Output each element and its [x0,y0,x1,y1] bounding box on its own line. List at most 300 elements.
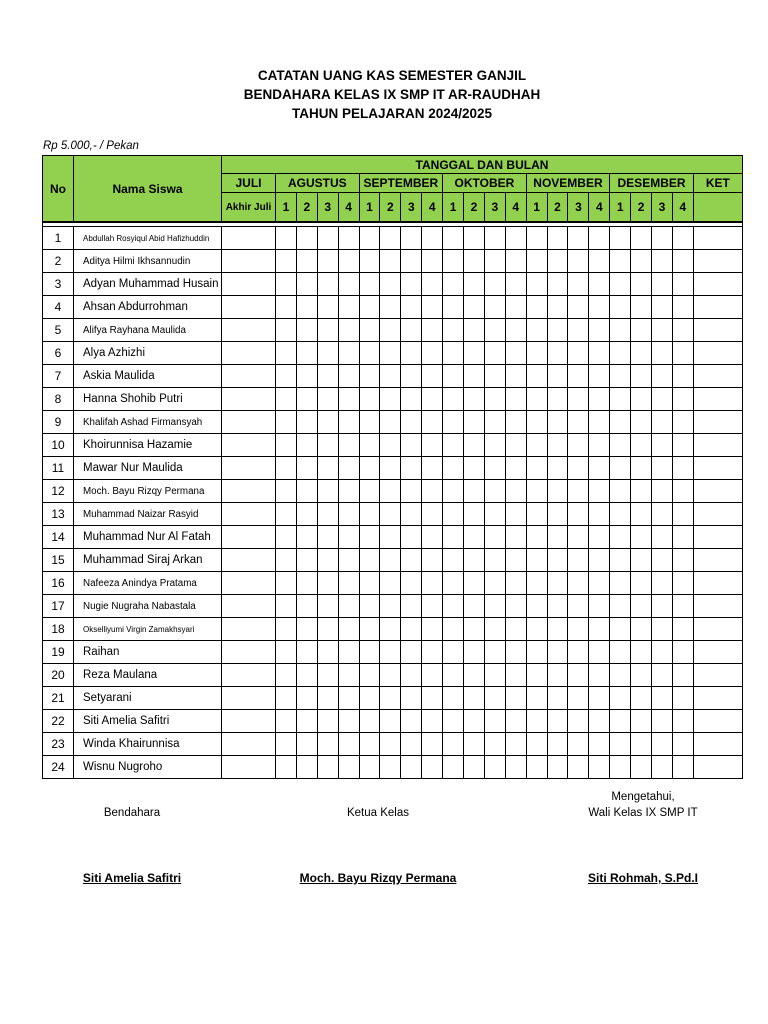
payment-cell[interactable] [401,250,422,273]
payment-cell[interactable] [380,342,401,365]
payment-cell[interactable] [296,526,317,549]
payment-cell[interactable] [276,411,297,434]
payment-cell[interactable] [222,365,276,388]
payment-cell[interactable] [484,687,505,710]
payment-cell[interactable] [443,296,464,319]
payment-cell[interactable] [505,365,526,388]
payment-cell[interactable] [422,296,443,319]
payment-cell[interactable] [317,503,338,526]
payment-cell[interactable] [672,664,693,687]
payment-cell[interactable] [422,250,443,273]
payment-cell[interactable] [380,664,401,687]
payment-cell[interactable] [422,664,443,687]
payment-cell[interactable] [443,595,464,618]
payment-cell[interactable] [222,388,276,411]
payment-cell[interactable] [222,457,276,480]
payment-cell[interactable] [631,618,652,641]
payment-cell[interactable] [359,365,380,388]
payment-cell[interactable] [401,388,422,411]
payment-cell[interactable] [359,503,380,526]
payment-cell[interactable] [505,572,526,595]
payment-cell[interactable] [547,549,568,572]
payment-cell[interactable] [338,411,359,434]
payment-cell[interactable] [222,641,276,664]
payment-cell[interactable] [296,595,317,618]
payment-cell[interactable] [568,319,589,342]
ket-cell[interactable] [693,687,742,710]
payment-cell[interactable] [484,572,505,595]
payment-cell[interactable] [276,572,297,595]
payment-cell[interactable] [443,250,464,273]
payment-cell[interactable] [631,503,652,526]
payment-cell[interactable] [443,710,464,733]
payment-cell[interactable] [484,411,505,434]
ket-cell[interactable] [693,342,742,365]
payment-cell[interactable] [484,641,505,664]
payment-cell[interactable] [589,756,610,779]
payment-cell[interactable] [589,641,610,664]
payment-cell[interactable] [526,319,547,342]
payment-cell[interactable] [610,273,631,296]
payment-cell[interactable] [317,296,338,319]
payment-cell[interactable] [338,434,359,457]
payment-cell[interactable] [443,687,464,710]
payment-cell[interactable] [222,595,276,618]
payment-cell[interactable] [338,687,359,710]
payment-cell[interactable] [338,595,359,618]
payment-cell[interactable] [589,388,610,411]
payment-cell[interactable] [672,549,693,572]
ket-cell[interactable] [693,572,742,595]
payment-cell[interactable] [652,641,673,664]
ket-cell[interactable] [693,710,742,733]
payment-cell[interactable] [505,434,526,457]
payment-cell[interactable] [589,549,610,572]
ket-cell[interactable] [693,319,742,342]
ket-cell[interactable] [693,388,742,411]
payment-cell[interactable] [464,595,485,618]
payment-cell[interactable] [672,618,693,641]
payment-cell[interactable] [526,503,547,526]
payment-cell[interactable] [380,549,401,572]
payment-cell[interactable] [610,388,631,411]
payment-cell[interactable] [317,250,338,273]
payment-cell[interactable] [422,503,443,526]
payment-cell[interactable] [401,572,422,595]
payment-cell[interactable] [296,733,317,756]
payment-cell[interactable] [222,296,276,319]
payment-cell[interactable] [568,687,589,710]
payment-cell[interactable] [610,756,631,779]
payment-cell[interactable] [568,595,589,618]
payment-cell[interactable] [589,434,610,457]
payment-cell[interactable] [276,296,297,319]
payment-cell[interactable] [222,411,276,434]
payment-cell[interactable] [422,273,443,296]
payment-cell[interactable] [359,526,380,549]
payment-cell[interactable] [610,480,631,503]
payment-cell[interactable] [359,457,380,480]
payment-cell[interactable] [568,710,589,733]
payment-cell[interactable] [610,250,631,273]
payment-cell[interactable] [631,641,652,664]
payment-cell[interactable] [464,227,485,250]
payment-cell[interactable] [296,618,317,641]
payment-cell[interactable] [443,641,464,664]
payment-cell[interactable] [359,572,380,595]
payment-cell[interactable] [526,710,547,733]
payment-cell[interactable] [443,273,464,296]
payment-cell[interactable] [464,503,485,526]
payment-cell[interactable] [547,434,568,457]
payment-cell[interactable] [422,365,443,388]
payment-cell[interactable] [526,388,547,411]
payment-cell[interactable] [610,503,631,526]
payment-cell[interactable] [422,733,443,756]
payment-cell[interactable] [443,664,464,687]
payment-cell[interactable] [276,480,297,503]
payment-cell[interactable] [338,710,359,733]
payment-cell[interactable] [672,595,693,618]
payment-cell[interactable] [317,273,338,296]
payment-cell[interactable] [359,756,380,779]
payment-cell[interactable] [380,710,401,733]
payment-cell[interactable] [631,388,652,411]
payment-cell[interactable] [401,457,422,480]
payment-cell[interactable] [484,618,505,641]
payment-cell[interactable] [484,319,505,342]
payment-cell[interactable] [296,664,317,687]
payment-cell[interactable] [359,687,380,710]
payment-cell[interactable] [338,319,359,342]
payment-cell[interactable] [464,319,485,342]
payment-cell[interactable] [610,526,631,549]
payment-cell[interactable] [338,273,359,296]
payment-cell[interactable] [652,595,673,618]
payment-cell[interactable] [547,388,568,411]
payment-cell[interactable] [672,503,693,526]
payment-cell[interactable] [505,250,526,273]
ket-cell[interactable] [693,296,742,319]
payment-cell[interactable] [610,618,631,641]
payment-cell[interactable] [505,618,526,641]
payment-cell[interactable] [589,710,610,733]
payment-cell[interactable] [276,388,297,411]
payment-cell[interactable] [296,710,317,733]
payment-cell[interactable] [526,296,547,319]
payment-cell[interactable] [276,733,297,756]
payment-cell[interactable] [547,710,568,733]
payment-cell[interactable] [484,710,505,733]
payment-cell[interactable] [222,756,276,779]
payment-cell[interactable] [631,687,652,710]
payment-cell[interactable] [401,296,422,319]
payment-cell[interactable] [222,664,276,687]
payment-cell[interactable] [422,388,443,411]
payment-cell[interactable] [422,687,443,710]
payment-cell[interactable] [464,250,485,273]
payment-cell[interactable] [505,687,526,710]
payment-cell[interactable] [610,457,631,480]
payment-cell[interactable] [464,342,485,365]
payment-cell[interactable] [526,365,547,388]
payment-cell[interactable] [296,503,317,526]
payment-cell[interactable] [547,526,568,549]
payment-cell[interactable] [422,618,443,641]
ket-cell[interactable] [693,733,742,756]
payment-cell[interactable] [222,273,276,296]
payment-cell[interactable] [610,733,631,756]
payment-cell[interactable] [422,641,443,664]
payment-cell[interactable] [547,733,568,756]
payment-cell[interactable] [526,480,547,503]
payment-cell[interactable] [672,411,693,434]
payment-cell[interactable] [610,296,631,319]
payment-cell[interactable] [464,365,485,388]
payment-cell[interactable] [547,756,568,779]
payment-cell[interactable] [589,733,610,756]
payment-cell[interactable] [222,549,276,572]
payment-cell[interactable] [631,273,652,296]
payment-cell[interactable] [359,273,380,296]
payment-cell[interactable] [359,342,380,365]
payment-cell[interactable] [484,526,505,549]
payment-cell[interactable] [317,549,338,572]
payment-cell[interactable] [222,572,276,595]
payment-cell[interactable] [484,595,505,618]
payment-cell[interactable] [547,687,568,710]
payment-cell[interactable] [568,227,589,250]
payment-cell[interactable] [547,365,568,388]
payment-cell[interactable] [672,342,693,365]
payment-cell[interactable] [276,618,297,641]
payment-cell[interactable] [317,457,338,480]
payment-cell[interactable] [380,434,401,457]
payment-cell[interactable] [276,664,297,687]
payment-cell[interactable] [401,641,422,664]
ket-cell[interactable] [693,273,742,296]
payment-cell[interactable] [443,319,464,342]
payment-cell[interactable] [631,250,652,273]
payment-cell[interactable] [380,411,401,434]
payment-cell[interactable] [547,319,568,342]
payment-cell[interactable] [672,273,693,296]
payment-cell[interactable] [296,227,317,250]
payment-cell[interactable] [547,572,568,595]
payment-cell[interactable] [464,273,485,296]
payment-cell[interactable] [672,756,693,779]
payment-cell[interactable] [422,595,443,618]
payment-cell[interactable] [652,503,673,526]
payment-cell[interactable] [589,618,610,641]
payment-cell[interactable] [568,618,589,641]
payment-cell[interactable] [464,572,485,595]
payment-cell[interactable] [568,250,589,273]
ket-cell[interactable] [693,365,742,388]
payment-cell[interactable] [317,664,338,687]
payment-cell[interactable] [317,480,338,503]
ket-cell[interactable] [693,250,742,273]
payment-cell[interactable] [222,480,276,503]
payment-cell[interactable] [484,664,505,687]
payment-cell[interactable] [652,365,673,388]
payment-cell[interactable] [589,664,610,687]
payment-cell[interactable] [672,733,693,756]
payment-cell[interactable] [589,687,610,710]
payment-cell[interactable] [505,733,526,756]
payment-cell[interactable] [380,756,401,779]
payment-cell[interactable] [338,549,359,572]
payment-cell[interactable] [652,733,673,756]
ket-cell[interactable] [693,503,742,526]
payment-cell[interactable] [276,434,297,457]
payment-cell[interactable] [296,549,317,572]
payment-cell[interactable] [338,503,359,526]
payment-cell[interactable] [568,733,589,756]
payment-cell[interactable] [296,572,317,595]
payment-cell[interactable] [652,250,673,273]
payment-cell[interactable] [380,687,401,710]
payment-cell[interactable] [276,595,297,618]
payment-cell[interactable] [443,342,464,365]
payment-cell[interactable] [380,480,401,503]
payment-cell[interactable] [484,296,505,319]
payment-cell[interactable] [338,526,359,549]
payment-cell[interactable] [380,595,401,618]
payment-cell[interactable] [276,457,297,480]
payment-cell[interactable] [464,756,485,779]
payment-cell[interactable] [380,319,401,342]
payment-cell[interactable] [652,549,673,572]
payment-cell[interactable] [589,273,610,296]
ket-cell[interactable] [693,480,742,503]
ket-cell[interactable] [693,549,742,572]
payment-cell[interactable] [443,434,464,457]
payment-cell[interactable] [422,411,443,434]
payment-cell[interactable] [296,365,317,388]
payment-cell[interactable] [652,687,673,710]
payment-cell[interactable] [443,526,464,549]
payment-cell[interactable] [589,411,610,434]
payment-cell[interactable] [296,756,317,779]
payment-cell[interactable] [589,250,610,273]
payment-cell[interactable] [652,388,673,411]
payment-cell[interactable] [610,227,631,250]
payment-cell[interactable] [568,342,589,365]
payment-cell[interactable] [401,342,422,365]
payment-cell[interactable] [296,388,317,411]
payment-cell[interactable] [380,733,401,756]
payment-cell[interactable] [443,549,464,572]
payment-cell[interactable] [464,733,485,756]
payment-cell[interactable] [631,756,652,779]
payment-cell[interactable] [631,457,652,480]
payment-cell[interactable] [568,411,589,434]
payment-cell[interactable] [568,273,589,296]
payment-cell[interactable] [652,434,673,457]
payment-cell[interactable] [631,664,652,687]
payment-cell[interactable] [526,549,547,572]
ket-cell[interactable] [693,641,742,664]
payment-cell[interactable] [526,273,547,296]
payment-cell[interactable] [317,572,338,595]
payment-cell[interactable] [652,756,673,779]
payment-cell[interactable] [652,618,673,641]
payment-cell[interactable] [317,595,338,618]
payment-cell[interactable] [464,457,485,480]
payment-cell[interactable] [526,411,547,434]
payment-cell[interactable] [547,250,568,273]
payment-cell[interactable] [547,664,568,687]
payment-cell[interactable] [317,756,338,779]
payment-cell[interactable] [222,319,276,342]
payment-cell[interactable] [672,319,693,342]
payment-cell[interactable] [443,457,464,480]
payment-cell[interactable] [317,687,338,710]
payment-cell[interactable] [484,457,505,480]
payment-cell[interactable] [526,618,547,641]
payment-cell[interactable] [338,641,359,664]
payment-cell[interactable] [422,457,443,480]
payment-cell[interactable] [505,595,526,618]
payment-cell[interactable] [568,457,589,480]
payment-cell[interactable] [359,434,380,457]
payment-cell[interactable] [547,227,568,250]
payment-cell[interactable] [464,549,485,572]
payment-cell[interactable] [338,618,359,641]
payment-cell[interactable] [526,434,547,457]
payment-cell[interactable] [443,480,464,503]
payment-cell[interactable] [464,388,485,411]
ket-cell[interactable] [693,618,742,641]
payment-cell[interactable] [276,687,297,710]
payment-cell[interactable] [610,434,631,457]
payment-cell[interactable] [610,572,631,595]
payment-cell[interactable] [526,342,547,365]
payment-cell[interactable] [672,710,693,733]
payment-cell[interactable] [359,388,380,411]
payment-cell[interactable] [422,480,443,503]
payment-cell[interactable] [317,618,338,641]
payment-cell[interactable] [652,710,673,733]
payment-cell[interactable] [484,756,505,779]
payment-cell[interactable] [672,296,693,319]
ket-cell[interactable] [693,756,742,779]
payment-cell[interactable] [526,733,547,756]
payment-cell[interactable] [589,296,610,319]
payment-cell[interactable] [422,342,443,365]
payment-cell[interactable] [672,434,693,457]
payment-cell[interactable] [526,227,547,250]
payment-cell[interactable] [222,434,276,457]
ket-cell[interactable] [693,434,742,457]
payment-cell[interactable] [443,733,464,756]
payment-cell[interactable] [568,526,589,549]
payment-cell[interactable] [484,365,505,388]
payment-cell[interactable] [568,641,589,664]
payment-cell[interactable] [672,526,693,549]
payment-cell[interactable] [401,549,422,572]
payment-cell[interactable] [276,250,297,273]
payment-cell[interactable] [296,319,317,342]
payment-cell[interactable] [443,411,464,434]
payment-cell[interactable] [526,595,547,618]
payment-cell[interactable] [443,388,464,411]
payment-cell[interactable] [380,388,401,411]
payment-cell[interactable] [484,503,505,526]
payment-cell[interactable] [359,710,380,733]
payment-cell[interactable] [380,572,401,595]
